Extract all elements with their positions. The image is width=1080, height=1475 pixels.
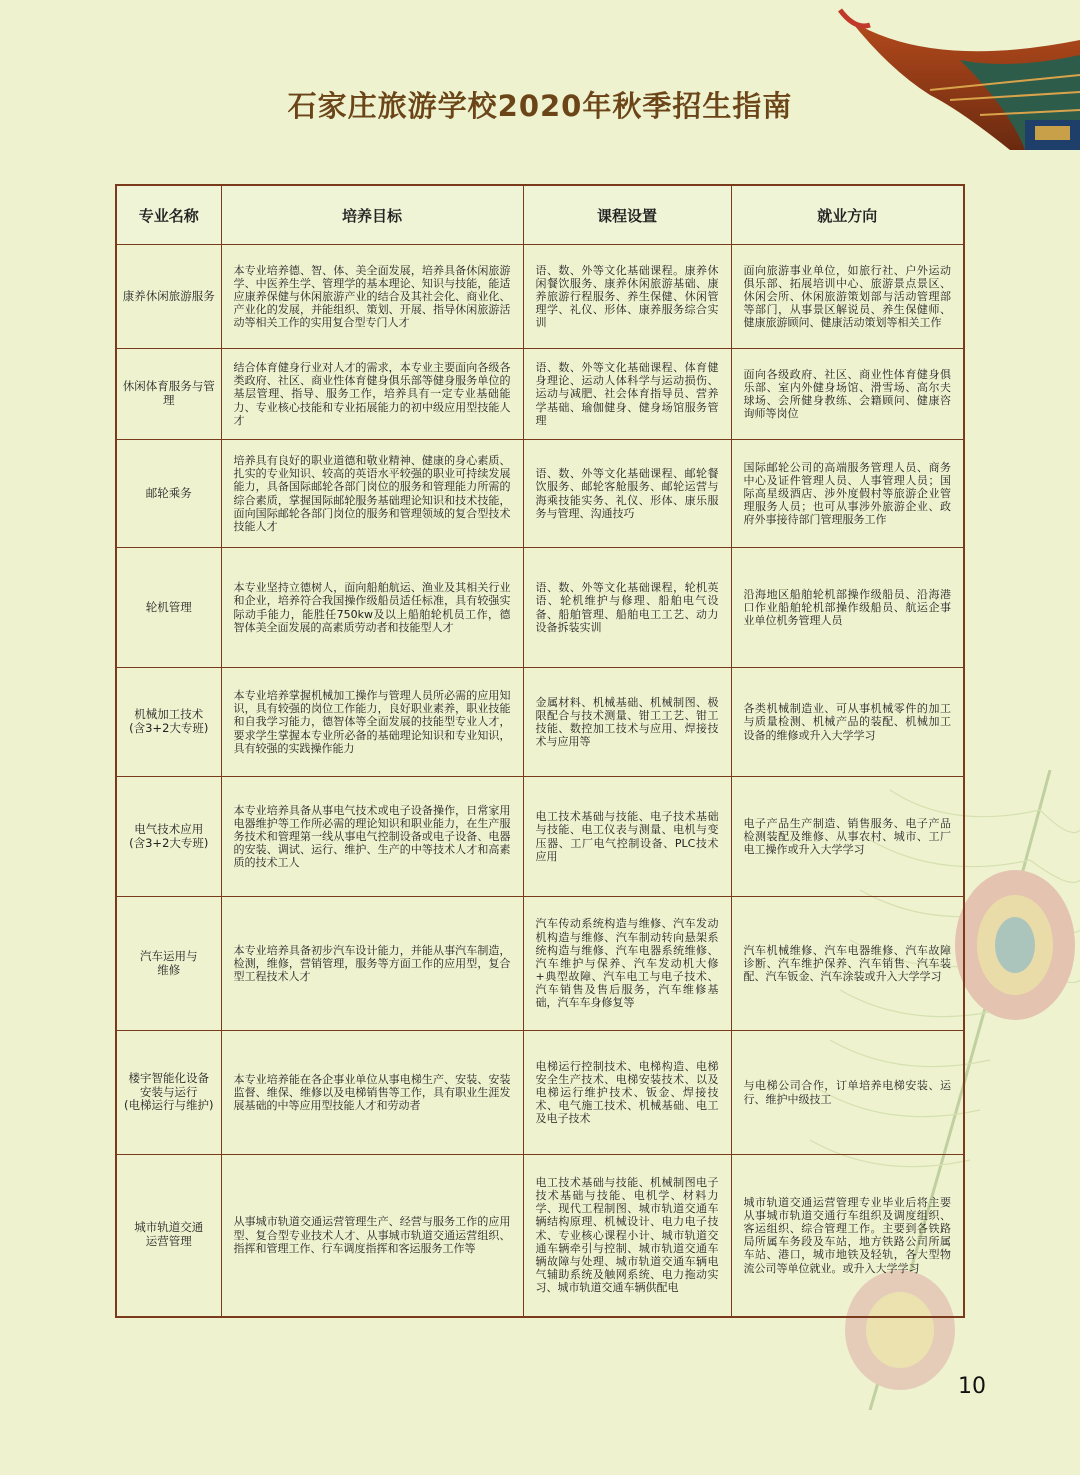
training-goal: 本专业培养具备初步汽车设计能力，并能从事汽车制造，检测，维修，营销管理，服务等方面工作的应用型，复合型工程技术人才 — [221, 897, 523, 1031]
training-goal: 结合体育健身行业对人才的需求，本专业主要面向各级各类政府、社区、商业性体育健身俱乐部等健身服务单位的基层管理、指导、服务工作，培养具有一定专业基础能力、专业核心技能和专业拓展能力的初中级应用型技能人才 — [221, 349, 523, 440]
career-direction: 沿海地区船舶轮机部操作级船员、沿海港口作业船舶轮机部操作级船员、航运企事业单位机务管理人员 — [731, 548, 964, 668]
training-goal: 本专业坚持立德树人，面向船舶航运、渔业及其相关行业和企业，培养符合我国操作级船员适任标准，具有较强实际动手能力，能胜任750kw及以上船舶轮机员工作，德智体美全面发展的高素质劳动者和技能型人才 — [221, 548, 523, 668]
course-list: 电工技术基础与技能、电子技术基础与技能、电工仪表与测量、电机与变压器、工厂电气控制设备、PLC技术应用 — [523, 777, 731, 897]
training-goal: 本专业培养能在各企事业单位从事电梯生产、安装、安装监督、维保、维修以及电梯销售等工作，具有职业生涯发展基础的中等应用型技能人才和劳动者 — [221, 1031, 523, 1155]
major-name: 轮机管理 — [116, 548, 221, 668]
training-goal: 从事城市轨道交通运营管理生产、经营与服务工作的应用型、复合型专业技术人才、从事城市轨道交通运营组织、指挥和管理工作、行车调度指挥和客运服务工作等 — [221, 1155, 523, 1317]
header-goal: 培养目标 — [221, 185, 523, 245]
course-list: 汽车传动系统构造与维修、汽车发动机构造与维修、汽车制动转向悬架系统构造与维修、汽车电器系统维修、汽车维护与保养、汽车发动机大修+典型故障、汽车电工与电子技术、汽车销售及售后服务，汽车维修基础，汽车车身修复等 — [523, 897, 731, 1031]
course-list: 金属材料、机械基础、机械制图、极限配合与技术测量、钳工工艺、钳工技能、数控加工技术与应用、焊接技术与应用等 — [523, 668, 731, 777]
course-list: 语、数、外等文化基础课程。康养休闲餐饮服务、康养休闲旅游基础、康养旅游行程服务、养生保健、休闲管理学、礼仪、形体、康养服务综合实训 — [523, 245, 731, 349]
page-number: 10 — [958, 1374, 986, 1399]
career-direction: 城市轨道交通运营管理专业毕业后将主要从事城市轨道交通行车组织及调度组织、客运组织、综合管理工作。主要到各铁路局所属车务段及车站，地方铁路公司所属车站、港口，城市地铁及轻轨，各大型物流公司等单位就业。或升入大学学习 — [731, 1155, 964, 1317]
course-list: 语、数、外等文化基础课程，轮机英语、轮机维护与修理、船舶电气设备、船舶管理、船舶电工工艺、动力设备拆装实训 — [523, 548, 731, 668]
training-goal: 本专业培养德、智、体、美全面发展，培养具备休闲旅游学、中医养生学、管理学的基本理论、知识与技能，能适应康养保健与休闲旅游产业的结合及其社会化、商业化、产业化的发展，并能组织、策划、开展、指导休闲旅游活动等相关工作的实用复合型专门人才 — [221, 245, 523, 349]
training-goal: 本专业培养具备从事电气技术或电子设备操作，日常家用电器维护等工作所必需的理论知识和职业能力，在生产服务技术和管理第一线从事电气控制设备或电子设备、电器的安装、调试、运行、维护、生产的中等技术人才和高素质的技术工人 — [221, 777, 523, 897]
course-list: 电工技术基础与技能、机械制图电子技术基础与技能、电机学、材料力学、现代工程制图、城市轨道交通车辆结构原理、机械设计、电力电子技术、专业核心课程小计、城市轨道交通车辆牵引与控制、城市轨道交通车辆故障与处理、城市轨道交通车辆电气辅助系统及触网系统、电力拖动实习、城市轨道交通车辆供配电 — [523, 1155, 731, 1317]
career-direction: 与电梯公司合作，订单培养电梯安装、运行、维护中级技工 — [731, 1031, 964, 1155]
major-name: 康养休闲旅游服务 — [116, 245, 221, 349]
header-career: 就业方向 — [731, 185, 964, 245]
major-name: 休闲体育服务与管理 — [116, 349, 221, 440]
table-header-row — [116, 185, 964, 245]
page-title: 石家庄旅游学校2020年秋季招生指南 — [287, 89, 793, 123]
enrollment-table — [115, 184, 965, 1318]
course-list: 语、数、外等文化基础课程、邮轮餐饮服务、邮轮客舱服务、邮轮运营与海乘技能实务、礼仪、形体、康乐服务与管理、沟通技巧 — [523, 440, 731, 548]
header-major: 专业名称 — [116, 185, 221, 245]
career-direction: 面向各级政府、社区、商业性体育健身俱乐部、室内外健身场馆、滑雪场、高尔夫球场、会所健身教练、会籍顾问、健康咨询师等岗位 — [731, 349, 964, 440]
career-direction: 各类机械制造业、可从事机械零件的加工与质量检测、机械产品的装配、机械加工设备的维修或升入大学学习 — [731, 668, 964, 777]
table-row — [116, 1155, 964, 1317]
major-name: 汽车运用与 维修 — [116, 897, 221, 1031]
table-row — [116, 668, 964, 777]
career-direction: 汽车机械维修、汽车电器维修、汽车故障诊断、汽车维护保养、汽车销售、汽车装配、汽车钣金、汽车涂装或升入大学学习 — [731, 897, 964, 1031]
career-direction: 国际邮轮公司的高端服务管理人员、商务中心及证件管理人员、人事管理人员；国际高星级酒店、涉外度假村等旅游企业管理服务人员；也可从事涉外旅游企业、政府外事接待部门管理服务工作 — [731, 440, 964, 548]
major-name: 楼宇智能化设备 安装与运行 (电梯运行与维护) — [116, 1031, 221, 1155]
course-list: 电梯运行控制技术、电梯构造、电梯安全生产技术、电梯安装技术、以及电梯运行维护技术、钣金、焊接技术、电气施工技术、机械基础、电工及电子技术 — [523, 1031, 731, 1155]
major-name: 机械加工技术 (含3+2大专班) — [116, 668, 221, 777]
header-courses: 课程设置 — [523, 185, 731, 245]
table-row — [116, 245, 964, 349]
course-list: 语、数、外等文化基础课程、体育健身理论、运动人体科学与运动损伤、运动与减肥、社会体育指导员、营养学基础、瑜伽健身、健身场馆服务管理 — [523, 349, 731, 440]
pavilion-roof-image — [810, 0, 1080, 150]
table-row — [116, 440, 964, 548]
career-direction: 面向旅游事业单位，如旅行社、户外运动俱乐部、拓展培训中心、旅游景点景区、休闲会所、休闲旅游策划部与活动管理部等部门，从事景区解说员、养生保健师、健康旅游顾问、健康活动策划等相关工作 — [731, 245, 964, 349]
major-name: 城市轨道交通 运营管理 — [116, 1155, 221, 1317]
training-goal: 培养具有良好的职业道德和敬业精神、健康的身心素质、扎实的专业知识、较高的英语水平较强的职业可持续发展能力，具备国际邮轮各部门岗位的服务和管理能力所需的综合素质，掌握国际邮轮服务基础理论知识和技术技能，面向国际邮轮各部门岗位的服务和管理领域的复合型技术技能人才 — [221, 440, 523, 548]
table-row — [116, 349, 964, 440]
career-direction: 电子产品生产制造、销售服务、电子产品检测装配及维修、从事农村、城市、工厂电工操作或升入大学学习 — [731, 777, 964, 897]
major-name: 电气技术应用 (含3+2大专班) — [116, 777, 221, 897]
table-row — [116, 548, 964, 668]
table-row — [116, 1031, 964, 1155]
table-row — [116, 777, 964, 897]
table-row — [116, 897, 964, 1031]
major-name: 邮轮乘务 — [116, 440, 221, 548]
training-goal: 本专业培养掌握机械加工操作与管理人员所必需的应用知识，具有较强的岗位工作能力，良好职业素养，职业技能和自我学习能力，德智体等全面发展的技能型专业人才，要求学生掌握本专业所必备的基础理论知识和专业知识，具有较强的实践操作能力 — [221, 668, 523, 777]
